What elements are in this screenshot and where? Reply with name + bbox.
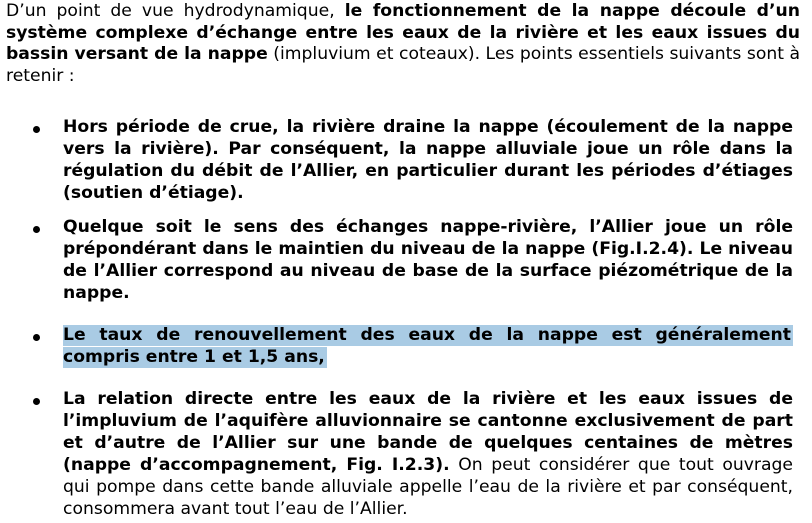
intro-normal-text-2: (impluvium et coteaux). Les points essentiels suivants sont à retenir : — [6, 44, 801, 86]
bullet-text-1 — [63, 116, 793, 204]
intro-normal-text-1: D’un point de vue hydrodynamique, — [6, 1, 345, 21]
bullet-dot-icon — [33, 334, 40, 341]
bullet-dot-icon — [33, 226, 40, 233]
bullet-dot-icon — [33, 126, 40, 133]
bullet-text-4 — [63, 388, 793, 520]
bullet-text-3 — [63, 324, 793, 368]
bullet-dot-icon — [33, 398, 40, 405]
bullet-4-normal-text: On peut considérer que tout ouvrage qui pompe dans cette bande alluviale appelle l’eau de la rivière et par conséquent, consommera avant tout l’eau de l’Allier. — [63, 455, 794, 519]
bullet-3-highlighted-text: Le taux de renouvellement des eaux de la nappe est généralement compris entre 1 et 1,5 ans, — [63, 325, 791, 367]
intro-bold-text: le fonctionnement de la nappe découle d’un système complexe d’échange entre les eaux de la rivière et les eaux issues du bassin versant de la nappe — [6, 1, 800, 65]
bullet-2-bold-text: Quelque soit le sens des échanges nappe-rivière, l’Allier joue un rôle prépondérant dans le maintien du niveau de la nappe (Fig.I.2.4). Le niveau de l’Allier correspond au niveau de base de la surface piézométrique de la nappe. — [63, 217, 793, 303]
bullet-1-bold-text: Hors période de crue, la rivière draine la nappe (écoulement de la nappe vers la rivière). Par conséquent, la nappe alluviale joue un rôle dans la régulation du débit de l’Allier, en particulier durant les périodes d’étiages (soutien d’étiage). — [63, 117, 793, 203]
intro-paragraph — [6, 1, 800, 87]
bullet-4-bold-text: La relation directe entre les eaux de la rivière et les eaux issues de l’impluvium de l’aquifère alluvionnaire se cantonne exclusivement de part et d’autre de l’Allier sur une bande de quelques centaines de mètres (nappe d’accompagnement, Fig. I.2.3). — [63, 389, 793, 475]
bullet-text-2 — [63, 216, 793, 304]
